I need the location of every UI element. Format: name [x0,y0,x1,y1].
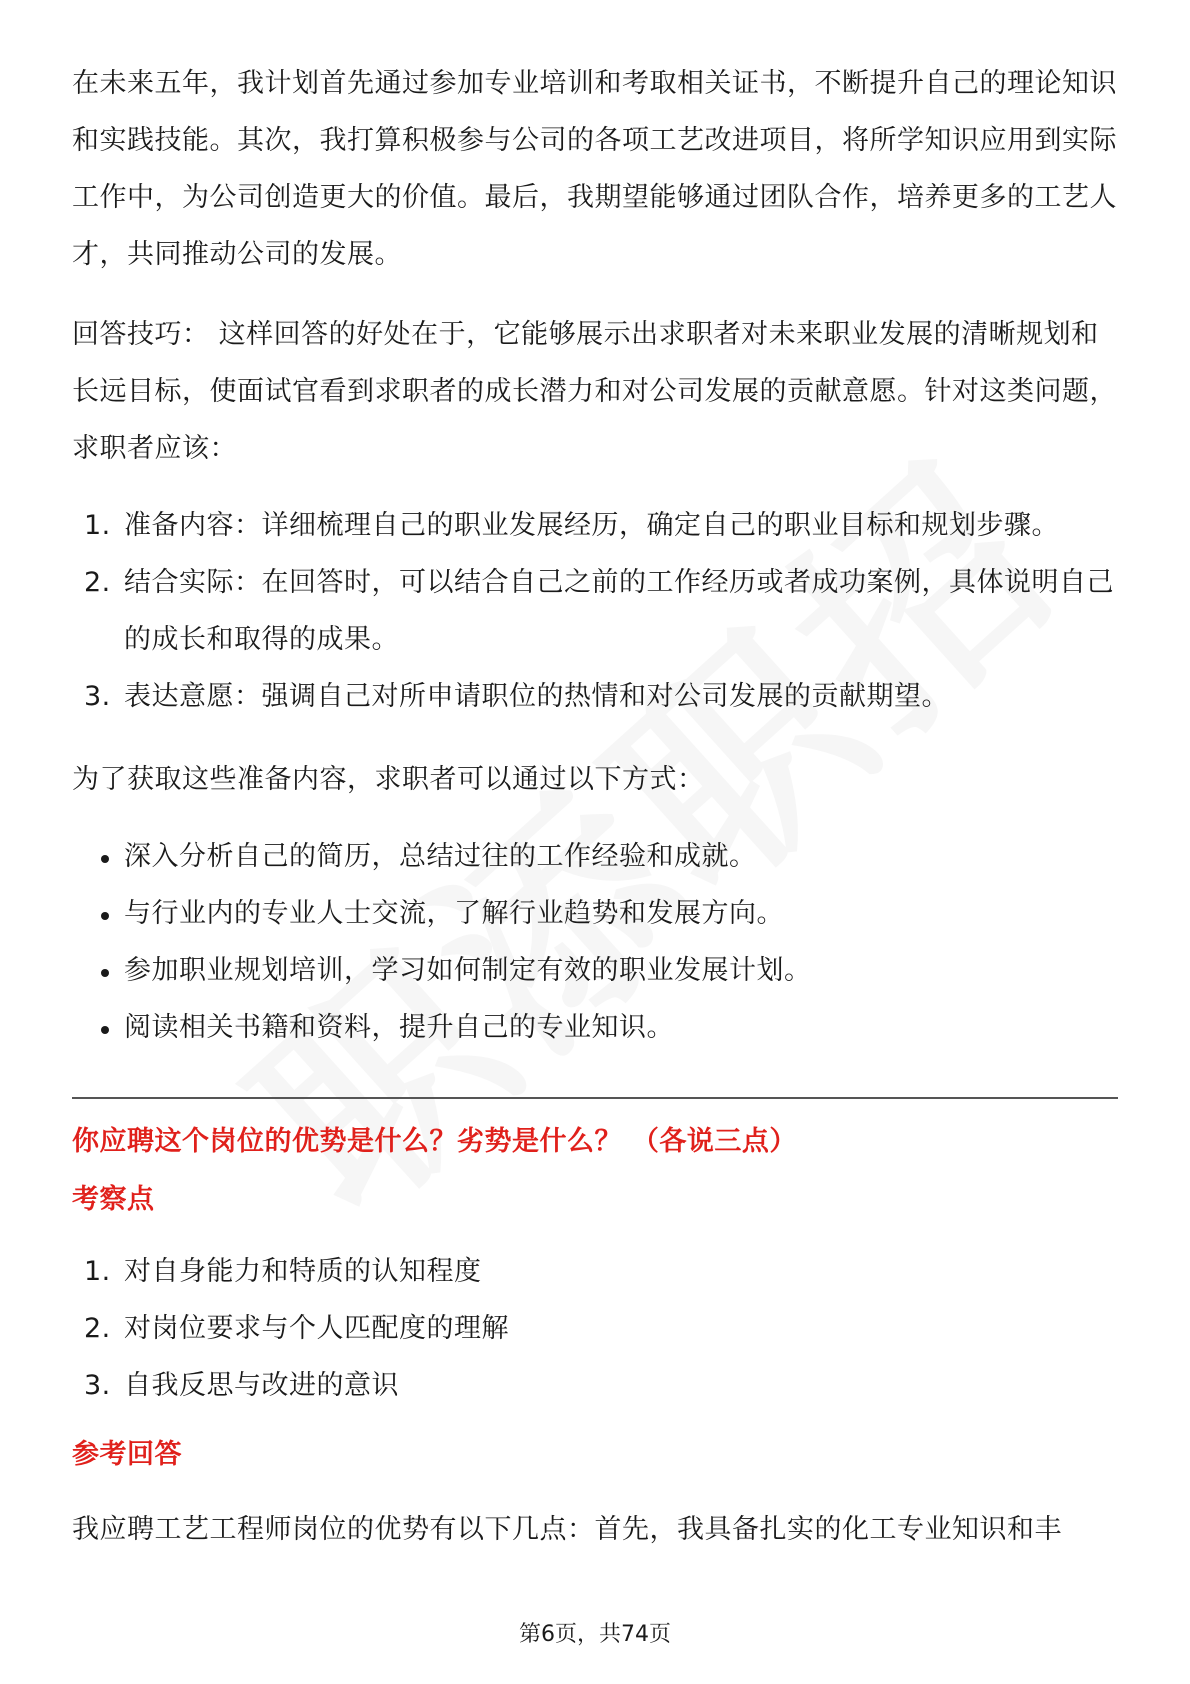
list-number: 2. [84,567,111,598]
list-item [72,999,1118,1056]
list-item [72,554,1118,668]
list-number: 1. [84,1256,111,1287]
heading-assessment-points: 考察点 [72,1184,155,1215]
bullet-icon [101,855,109,863]
paragraph-answer-tips: 回答技巧： 这样回答的好处在于，它能够展示出求职者对未来职业发展的清晰规划和长远目标，使面试官看到求职者的成长潜力和对公司发展的贡献意愿。针对这类问题，求职者应该： [72,319,1117,464]
list-item-text: 深入分析自己的简历，总结过往的工作经验和成就。 [124,841,757,872]
prep-list [72,828,1118,1056]
assessment-points-list [72,1243,1118,1414]
list-number: 3. [84,1370,111,1401]
list-item-text: 自我反思与改进的意识 [124,1370,399,1401]
paragraph-prep-intro: 为了获取这些准备内容，求职者可以通过以下方式： [72,764,705,795]
list-item [72,828,1118,885]
question-title: 你应聘这个岗位的优势是什么？劣势是什么？ （各说三点） [72,1126,797,1157]
list-item [72,1300,1118,1357]
list-item-text: 表达意愿：强调自己对所申请职位的热情和对公司发展的贡献期望。 [124,681,949,712]
list-item [72,942,1118,999]
paragraph-plan: 在未来五年，我计划首先通过参加专业培训和考取相关证书，不断提升自己的理论知识和实践技能。其次，我打算积极参与公司的各项工艺改进项目，将所学知识应用到实际工作中，为公司创造更大的价值。最后，我期望能够通过团队合作，培养更多的工艺人才，共同推动公司的发展。 [72,68,1117,270]
section-divider [72,1097,1118,1099]
list-item-text: 结合实际：在回答时，可以结合自己之前的工作经历或者成功案例，具体说明自己的成长和取得的成果。 [124,567,1114,655]
paragraph-reference-answer: 我应聘工艺工程师岗位的优势有以下几点：首先，我具备扎实的化工专业知识和丰 [72,1514,1062,1545]
list-number: 2. [84,1313,111,1344]
bullet-icon [101,1026,109,1034]
list-item [72,1357,1118,1414]
list-item-text: 参加职业规划培训，学习如何制定有效的职业发展计划。 [124,955,812,986]
bullet-icon [101,969,109,977]
list-item [72,885,1118,942]
tips-list [72,497,1118,725]
page-content [72,55,1118,1558]
page-footer: 第6页，共74页 [519,1622,671,1647]
list-item [72,668,1118,725]
list-item-text: 对自身能力和特质的认知程度 [124,1256,482,1287]
list-number: 1. [84,510,111,541]
list-item-text: 与行业内的专业人士交流，了解行业趋势和发展方向。 [124,898,784,929]
list-item-text: 对岗位要求与个人匹配度的理解 [124,1313,509,1344]
list-item-text: 准备内容：详细梳理自己的职业发展经历，确定自己的职业目标和规划步骤。 [124,510,1059,541]
list-number: 3. [84,681,111,712]
heading-reference-answer: 参考回答 [72,1439,182,1470]
list-item-text: 阅读相关书籍和资料，提升自己的专业知识。 [124,1012,674,1043]
list-item [72,1243,1118,1300]
list-item [72,497,1118,554]
bullet-icon [101,912,109,920]
